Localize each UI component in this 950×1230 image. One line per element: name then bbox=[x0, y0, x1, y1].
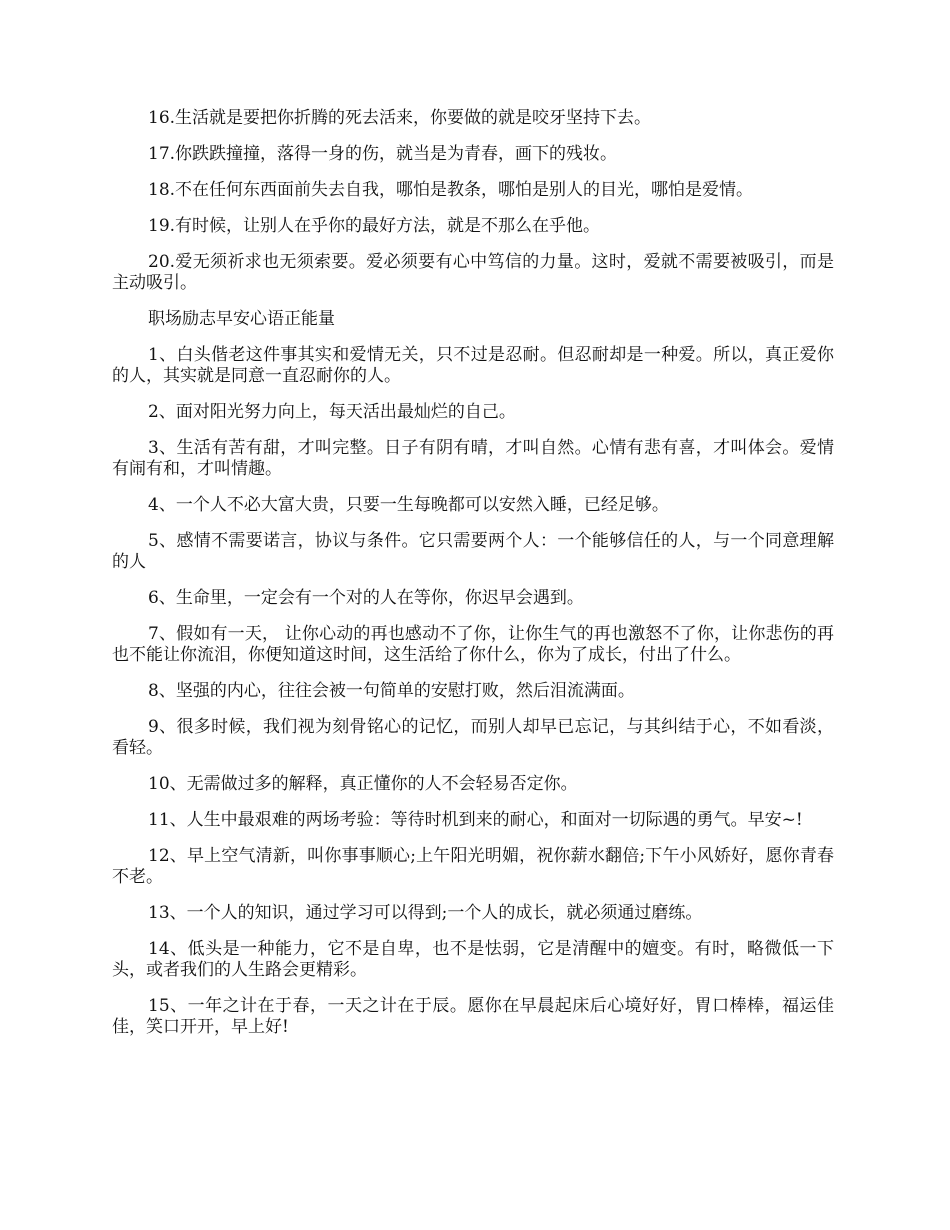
paragraph-9: 9、很多时候，我们视为刻骨铭心的记忆，而别人却早已忘记，与其纠结于心，不如看淡，看轻。 bbox=[112, 717, 834, 758]
paragraph-4: 4、一个人不必大富大贵，只要一生每晚都可以安然入睡，已经足够。 bbox=[148, 495, 669, 515]
paragraph-8: 8、坚强的内心，往往会被一句简单的安慰打败，然后泪流满面。 bbox=[148, 681, 635, 701]
paragraph-17: 17.你跌跌撞撞，落得一身的伤，就当是为青春，画下的残妆。 bbox=[148, 144, 618, 164]
paragraph-12: 12、早上空气清新，叫你事事顺心;上午阳光明媚，祝你薪水翻倍;下午小风娇好，愿你青春不老。 bbox=[112, 846, 834, 887]
paragraph-15: 15、一年之计在于春，一天之计在于辰。愿你在早晨起床后心境好好，胃口棒棒，福运佳佳，笑口开开，早上好! bbox=[112, 996, 834, 1037]
paragraph-19: 19.有时候，让别人在乎你的最好方法，就是不那么在乎他。 bbox=[148, 216, 601, 236]
paragraph-14: 14、低头是一种能力，它不是自卑，也不是怯弱，它是清醒中的嬗变。有时，略微低一下头，或者我们的人生路会更精彩。 bbox=[112, 939, 834, 980]
section-heading: 职场励志早安心语正能量 bbox=[148, 309, 335, 329]
paragraph-11: 11、人生中最艰难的两场考验：等待时机到来的耐心，和面对一切际遇的勇气。早安~! bbox=[148, 810, 803, 830]
paragraph-16: 16.生活就是要把你折腾的死去活来，你要做的就是咬牙坚持下去。 bbox=[148, 108, 652, 128]
paragraph-10: 10、无需做过多的解释，真正懂你的人不会轻易否定你。 bbox=[148, 774, 578, 794]
paragraph-20: 20.爱无须祈求也无须索要。爱必须要有心中笃信的力量。这时，爱就不需要被吸引，而是主动吸引。 bbox=[112, 252, 834, 293]
paragraph-7: 7、假如有一天， 让你心动的再也感动不了你，让你生气的再也激怒不了你，让你悲伤的再也不能让你流泪，你便知道这时间，这生活给了你什么，你为了成长，付出了什么。 bbox=[112, 624, 834, 665]
paragraph-18: 18.不在任何东西面前失去自我，哪怕是教条，哪怕是别人的目光，哪怕是爱情。 bbox=[148, 180, 754, 200]
paragraph-13: 13、一个人的知识，通过学习可以得到;一个人的成长，就必须通过磨练。 bbox=[148, 903, 703, 923]
paragraph-3: 3、生活有苦有甜，才叫完整。日子有阴有晴，才叫自然。心情有悲有喜，才叫体会。爱情有闹有和，才叫情趣。 bbox=[112, 438, 834, 479]
paragraph-2: 2、面对阳光努力向上，每天活出最灿烂的自己。 bbox=[148, 402, 516, 422]
paragraph-6: 6、生命里，一定会有一个对的人在等你，你迟早会遇到。 bbox=[148, 588, 584, 608]
paragraph-5: 5、感情不需要诺言，协议与条件。它只需要两个人：一个能够信任的人，与一个同意理解的人 bbox=[112, 531, 834, 572]
paragraph-1: 1、白头偕老这件事其实和爱情无关，只不过是忍耐。但忍耐却是一种爱。所以，真正爱你的人，其实就是同意一直忍耐你的人。 bbox=[112, 345, 834, 386]
document-page bbox=[112, 108, 834, 1053]
